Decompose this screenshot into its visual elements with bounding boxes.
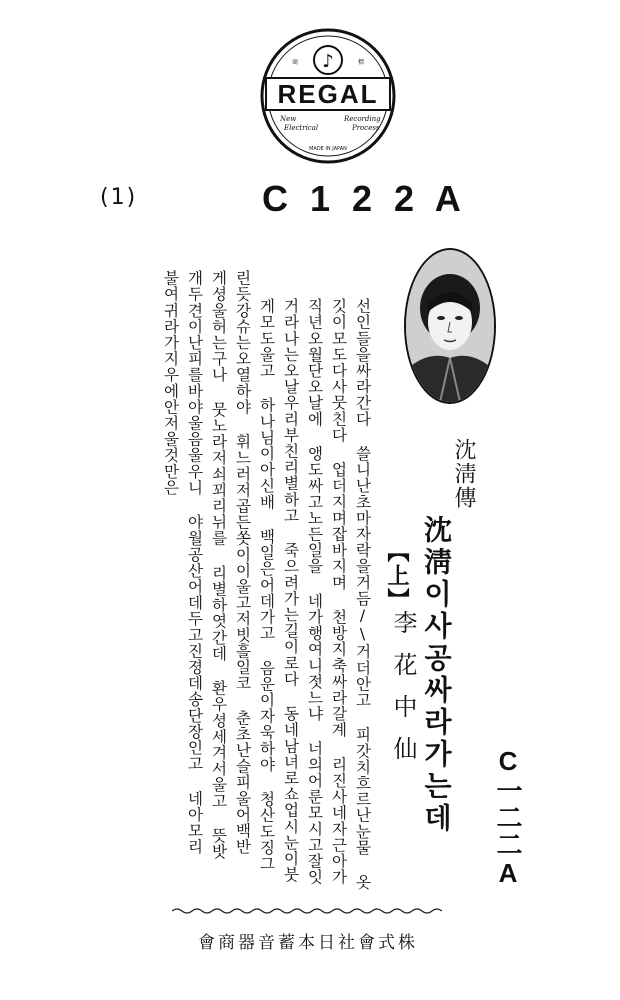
lyric-line: 불여귀라가지우에안저울것만은	[161, 270, 180, 496]
publisher-name: 會商器音蓄本日社會式株	[198, 933, 418, 953]
svg-text:♪: ♪	[322, 51, 334, 72]
svg-text:商: 商	[292, 59, 299, 66]
lyric-line: 거라나는오날우리부친리별하고 죽으려가는길이로다 동네남녀로쇼업시눈이붓	[281, 298, 300, 883]
lyric-line: 선인들을싸라간다 쓸니난초마자락을거듬/\거더안고 피갓치흐르난눈물 옷	[353, 298, 372, 891]
svg-text:標: 標	[358, 59, 365, 66]
performer-name: 李花中仙	[389, 610, 417, 778]
song-title: 沈淸이사공싸라가는데	[420, 515, 453, 835]
side-catalog-number: C一二二A	[493, 746, 523, 889]
lyric-line: 린듯강슈는오열하야 휘느러저곱든쏫이이울고저빗흘일코 춘초난슬피울어백반	[233, 270, 252, 855]
svg-text:Recording: Recording	[344, 115, 381, 123]
part-mark: 【上】	[384, 540, 410, 612]
svg-text:Process: Process	[352, 124, 380, 132]
regal-logo	[258, 26, 398, 166]
lyric-line: 게셩울허는구나 뭇노라저쇠꾀리뉘를 리별하엿간데 환우셩세겨서울고 뜻밧	[209, 270, 228, 860]
lyric-line: 개두견이난피를바야울음울우니 야월공산어데두고진졍데송단장인고 네아모리	[185, 270, 204, 855]
lyric-line: 직년오월단오날에 앵도싸고노든일을 네가행여니젓느냐 너의어룬모시고잘잇	[305, 298, 324, 886]
singer-portrait	[404, 248, 496, 404]
wavy-divider	[172, 906, 442, 916]
svg-text:New: New	[280, 115, 297, 123]
catalog-number: C 1 2 2 A	[262, 178, 467, 219]
svg-text:Electrical: Electrical	[284, 124, 319, 132]
svg-text:REGAL: REGAL	[277, 79, 379, 109]
page-number: (1)	[100, 185, 138, 210]
subtitle: 沈淸傳	[451, 438, 476, 510]
lyric-line: 깃이모도다사뭇친다 업더지며잡바지며 천방지축싸라갈계 리진사네자근아가	[329, 298, 348, 886]
lyric-line: 게모도울고 하나님이아신배 백일은어데가고 음운이자욱하야 청산도징그	[257, 298, 276, 872]
svg-text:MADE IN JAPAN: MADE IN JAPAN	[309, 146, 347, 152]
